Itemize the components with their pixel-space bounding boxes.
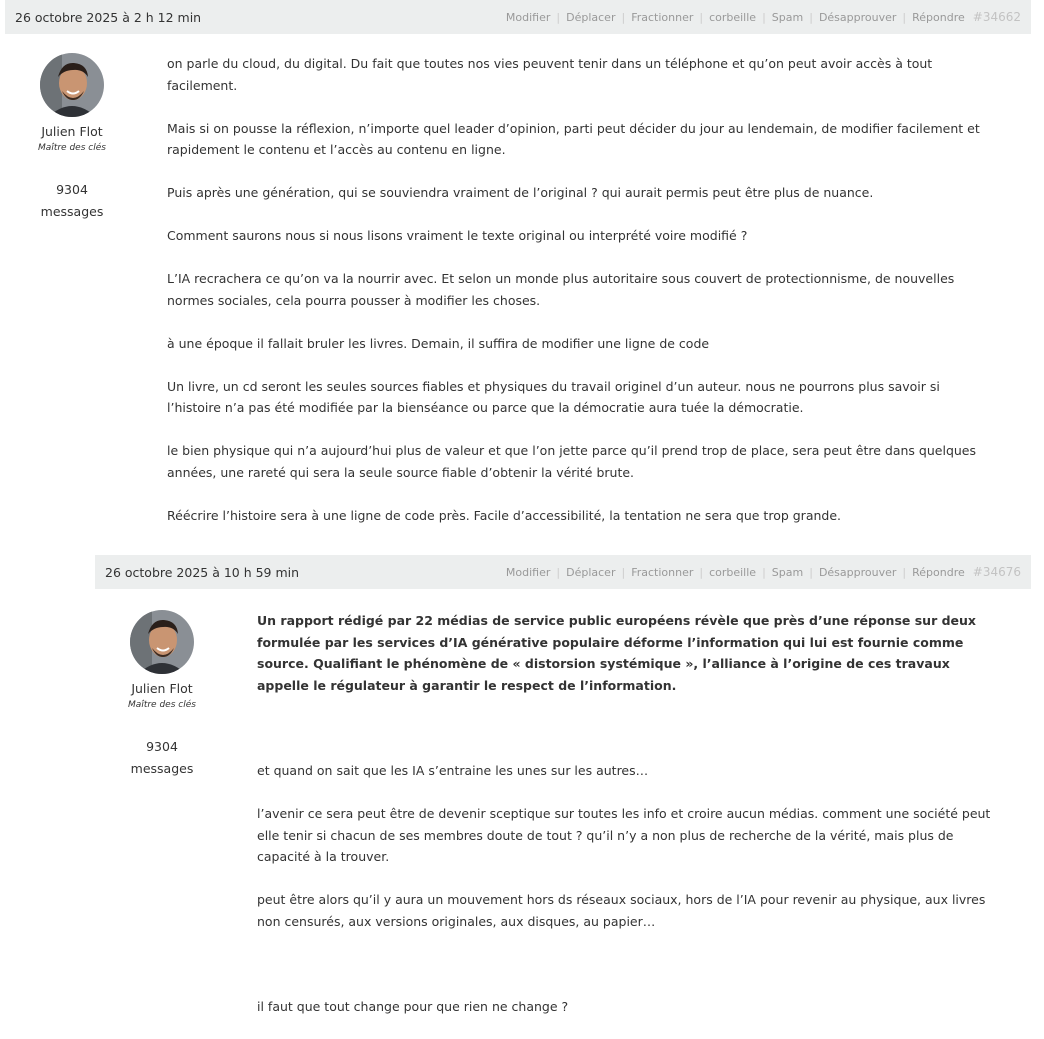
post-header — [95, 555, 1031, 589]
paragraph: Un livre, un cd seront les seules sources fiables et physiques du travail originel d’un auteur. nous ne pourrons plus savoir si l’histoire n’a pas été modifiée par la bienséance ou parce que la démocratie aura tuée la démocratie. — [167, 378, 940, 415]
author-block — [97, 610, 227, 780]
post-date: 26 octobre 2025 à 10 h 59 min — [105, 564, 300, 580]
edit-link[interactable]: Modifier — [505, 565, 551, 579]
post-count-label: messages — [40, 204, 104, 219]
trash-link[interactable]: corbeille — [709, 565, 757, 579]
paragraph: Réécrire l’histoire sera à une ligne de code près. Facile d’accessibilité, la tentation ne sera que trop grande. — [167, 507, 842, 523]
trash-link[interactable]: corbeille — [709, 10, 757, 24]
paragraph: il faut que tout change pour que rien ne change ? — [257, 999, 569, 1014]
unapprove-link[interactable]: Désapprouver — [818, 565, 897, 579]
post-count-label: messages — [130, 761, 194, 776]
reply-link[interactable]: Répondre — [912, 565, 965, 579]
paragraph: l’avenir ce sera peut être de devenir sceptique sur toutes les info et croire aucun médias. comment une société peut elle tenir si chacun de ses membres doute de tout ? qu’il n’y a non plus de recherche de la vérité, mais plus de capacité à la trouver. — [257, 806, 991, 864]
paragraph: Puis après une génération, qui se souviendra vraiment de l’original ? qui aurait permis peut être plus de nuance. — [167, 185, 874, 200]
spam-link[interactable]: Spam — [771, 565, 804, 579]
avatar[interactable] — [40, 53, 104, 117]
author-role: Maître des clés — [128, 700, 196, 710]
post-content — [167, 53, 997, 548]
move-link[interactable]: Déplacer — [566, 565, 616, 579]
post-content — [257, 610, 997, 1039]
lead-paragraph: Un rapport rédigé par 22 médias de service public européens révèle que près d’une réponse sur deux formulée par les services d’IA générative populaire déforme l’information qui lui est fournie comme source. Qualifiant le phénomène de « distorsion systémique », l’alliance à l’origine de ces travaux appelle le régulateur à garantir le respect de l’information. — [257, 613, 976, 693]
post-count — [97, 736, 227, 780]
author-name[interactable]: Julien Flot — [41, 124, 103, 139]
paragraph: Comment saurons nous si nous lisons vraiment le texte original ou interprété voire modifié ? — [167, 228, 748, 243]
spam-link[interactable]: Spam — [771, 10, 804, 24]
author-role: Maître des clés — [38, 143, 106, 153]
post-header — [5, 0, 1031, 34]
split-link[interactable]: Fractionner — [631, 10, 694, 24]
post-date: 26 octobre 2025 à 2 h 12 min — [15, 9, 202, 25]
paragraph: à une époque il fallait bruler les livres. Demain, il suffira de modifier une ligne de code — [167, 335, 710, 351]
edit-link[interactable]: Modifier — [505, 10, 551, 24]
post-count — [7, 179, 137, 223]
reply-link[interactable]: Répondre — [912, 10, 965, 24]
paragraph: peut être alors qu’il y aura un mouvement hors ds réseaux sociaux, hors de l’IA pour revenir au physique, aux livres non censurés, aux versions originales, aux disques, au papier… — [257, 892, 986, 929]
author-name[interactable]: Julien Flot — [131, 681, 193, 696]
post-actions: Modifier | Déplacer | Fractionner | corbeille | Spam | Désapprouver | Répondre #34676 — [505, 565, 1021, 579]
post-count-value: 9304 — [56, 182, 88, 197]
paragraph: le bien physique qui n’a aujourd’hui plus de valeur et que l’on jette parce qu’il prend trop de place, sera peut être dans quelques années, une rareté qui sera la seule source fiable d’obtenir la vérité brute. — [167, 443, 977, 480]
paragraph: Mais si on pousse la réflexion, n’importe quel leader d’opinion, parti peut décider du jour au lendemain, de modifier facilement et rapidement le contenu et l’accès au contenu en ligne. — [167, 120, 980, 157]
avatar[interactable] — [130, 610, 194, 674]
author-block — [7, 53, 137, 223]
paragraph: on parle du cloud, du digital. Du fait que toutes nos vies peuvent tenir dans un téléphone et qu’on peut avoir accès à tout facilement. — [167, 56, 933, 93]
move-link[interactable]: Déplacer — [566, 10, 616, 24]
post-number-link[interactable]: #34676 — [972, 565, 1021, 579]
post-actions: Modifier | Déplacer | Fractionner | corbeille | Spam | Désapprouver | Répondre #34662 — [505, 10, 1021, 24]
paragraph: et quand on sait que les IA s’entraine les unes sur les autres… — [257, 763, 649, 778]
split-link[interactable]: Fractionner — [631, 565, 694, 579]
paragraph: L’IA recrachera ce qu’on va la nourrir avec. Et selon un monde plus autoritaire sous couvert de protectionnisme, de nouvelles normes sociales, cela pourra pousser à modifier les choses. — [167, 271, 955, 308]
post-count-value: 9304 — [146, 739, 178, 754]
post-number-link[interactable]: #34662 — [972, 10, 1021, 24]
unapprove-link[interactable]: Désapprouver — [818, 10, 897, 24]
